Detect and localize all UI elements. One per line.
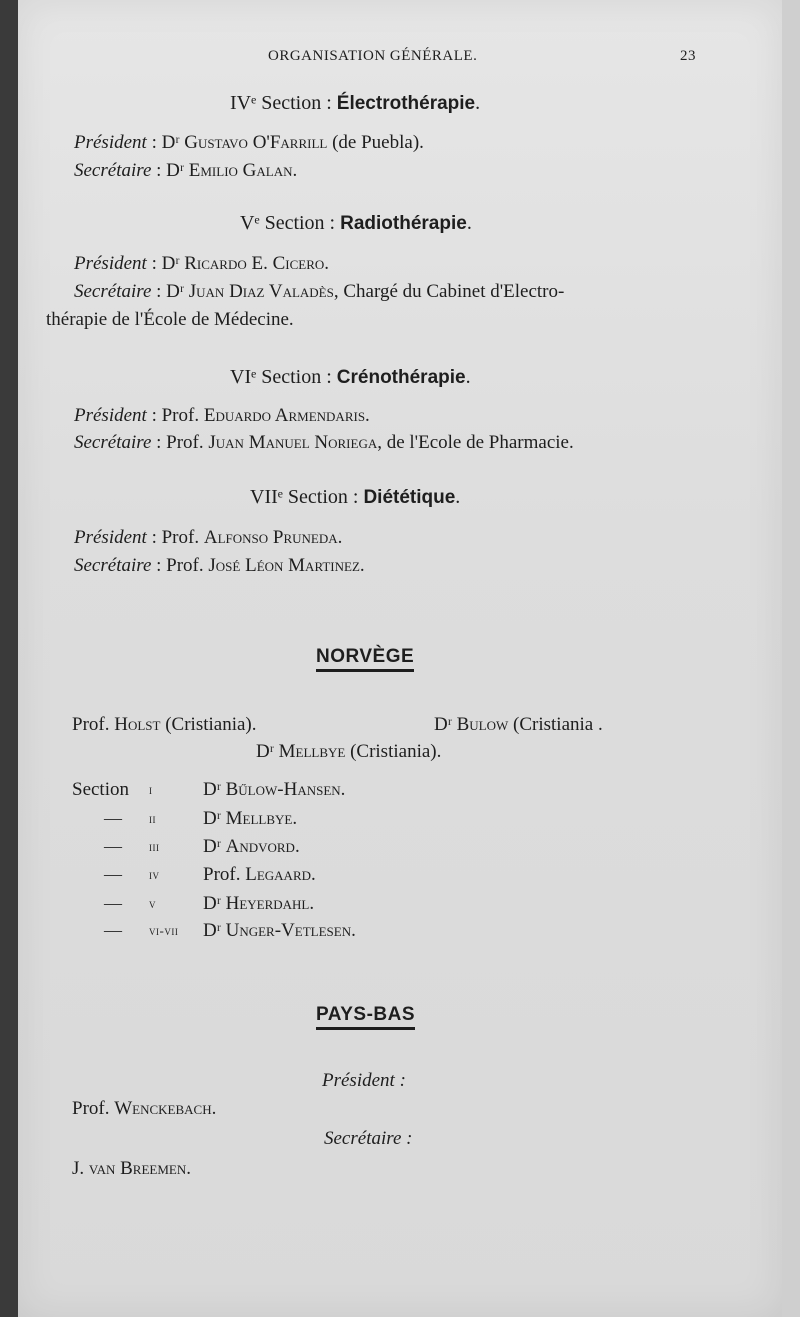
- person-title: Dʳ: [256, 741, 279, 762]
- role-label: Secrétaire: [74, 160, 152, 181]
- person-name: Wenckebach.: [114, 1098, 217, 1119]
- separator: :: [151, 432, 167, 453]
- person-title: Dʳ: [434, 714, 457, 735]
- person-affiliation: (Cristiania).: [345, 741, 442, 762]
- role-label: Président: [74, 253, 147, 274]
- person-title: Prof.: [161, 405, 204, 426]
- ditto-dash: —: [104, 836, 122, 856]
- person-name: Unger-Vetlesen.: [225, 920, 356, 941]
- person-title: Dʳ: [166, 281, 189, 302]
- ditto-dash: —: [104, 893, 122, 913]
- separator: :: [151, 281, 167, 302]
- secretaire-line: [74, 281, 564, 303]
- section-heading: [230, 92, 480, 115]
- section-member: [203, 808, 297, 830]
- role-label: Secrétaire: [74, 281, 152, 302]
- person-name: Bűlow-Hansen.: [225, 779, 346, 800]
- section-heading-suffix: .: [466, 212, 472, 234]
- person-title: Dʳ: [166, 160, 189, 181]
- separator: :: [146, 132, 162, 153]
- separator: :: [151, 160, 167, 181]
- member-line: [72, 714, 257, 736]
- person-title: Dʳ: [161, 253, 185, 274]
- person-name: Mellbye.: [225, 808, 298, 829]
- president-line: [74, 527, 342, 549]
- person-title: Prof.: [161, 527, 204, 548]
- person-title: Dʳ: [203, 836, 226, 857]
- person-name: Andvord.: [225, 836, 300, 857]
- separator: :: [151, 555, 167, 576]
- section-name: Crénothérapie: [336, 367, 466, 388]
- section-heading-suffix: .: [465, 366, 471, 388]
- person-name: Alfonso Pruneda.: [203, 527, 343, 548]
- person-title: Dʳ: [203, 808, 226, 829]
- person-affiliation: (de Puebla).: [327, 132, 424, 153]
- separator: :: [146, 253, 162, 274]
- section-name: Électrothérapie: [336, 93, 476, 114]
- secretaire-line: [74, 555, 365, 577]
- section-number: VIᵉ Section :: [230, 366, 337, 388]
- person-affiliation: , de l'Ecole de Pharmacie.: [377, 432, 574, 453]
- section-member: [203, 864, 316, 886]
- president-line: [72, 1098, 216, 1120]
- ditto-dash: —: [104, 920, 122, 940]
- person-name: Juan Manuel Noriega: [208, 432, 378, 453]
- ditto-dash: —: [104, 808, 122, 828]
- person-name: Bulow: [456, 714, 509, 735]
- section-heading-suffix: .: [455, 486, 461, 508]
- section-numeral: ii: [149, 811, 156, 826]
- running-header: ORGANISATION GÉNÉRALE.: [268, 48, 478, 64]
- section-list-label: Section: [72, 779, 129, 800]
- person-name: Mellbye: [278, 741, 346, 762]
- person-name: José Léon Martinez.: [208, 555, 365, 576]
- secretaire-line: [74, 160, 297, 182]
- ditto-dash: —: [104, 864, 122, 884]
- section-member: [203, 920, 356, 942]
- section-member: [203, 893, 314, 915]
- secretaire-line: [74, 432, 574, 454]
- person-affiliation: (Cristiania).: [160, 714, 257, 735]
- member-line: [256, 741, 441, 763]
- role-label: Président: [74, 405, 147, 426]
- person-title: Dʳ: [203, 893, 226, 914]
- president-line: [74, 405, 370, 427]
- section-numeral: i: [149, 782, 153, 797]
- role-label: Président: [74, 527, 147, 548]
- section-name: Diététique: [363, 487, 456, 508]
- role-label: Président: [74, 132, 147, 153]
- person-title: Dʳ: [203, 779, 226, 800]
- person-name: Juan Diaz Valadès: [188, 281, 334, 302]
- person-title: Prof.: [203, 864, 246, 885]
- president-label: Président :: [322, 1070, 406, 1091]
- separator: :: [146, 527, 162, 548]
- person-name: Legaard.: [245, 864, 316, 885]
- person-title: Prof.: [166, 432, 209, 453]
- section-number: VIIᵉ Section :: [250, 486, 364, 508]
- section-name: Radiothérapie: [340, 213, 467, 234]
- member-line: [434, 714, 603, 736]
- country-heading: PAYS-BAS: [316, 1004, 415, 1030]
- person-affiliation: (Cristiania .: [508, 714, 603, 735]
- role-label: Secrétaire: [74, 555, 152, 576]
- person-name: Emilio Galan.: [188, 160, 298, 181]
- president-line: [74, 132, 424, 154]
- role-label: Secrétaire: [74, 432, 152, 453]
- person-name: Holst: [114, 714, 161, 735]
- person-title: Dʳ: [161, 132, 185, 153]
- page-number: 23: [680, 48, 696, 64]
- person-affiliation: , Chargé du Cabinet d'Electro-: [333, 281, 565, 302]
- section-member: [203, 779, 345, 801]
- section-numeral: iii: [149, 839, 160, 854]
- person-title: Prof.: [72, 714, 115, 735]
- section-heading: [230, 366, 471, 389]
- section-heading-suffix: .: [475, 92, 481, 114]
- secretaire-line-continued: thérapie de l'École de Médecine.: [46, 309, 294, 330]
- section-numeral: iv: [149, 867, 160, 882]
- section-heading: [240, 212, 472, 235]
- president-line: [74, 253, 329, 275]
- secretaire-label: Secrétaire :: [324, 1128, 413, 1149]
- person-name: Heyerdahl.: [225, 893, 315, 914]
- person-title: Dʳ: [203, 920, 226, 941]
- person-name: Ricardo E. Cicero.: [184, 253, 330, 274]
- section-number: IVᵉ Section :: [230, 92, 337, 114]
- person-title: Prof.: [166, 555, 209, 576]
- secretaire-name: J. van Breemen.: [72, 1158, 191, 1179]
- section-number: Vᵉ Section :: [240, 212, 341, 234]
- section-heading: [250, 486, 460, 509]
- page-edge: [782, 0, 800, 1317]
- person-name: Eduardo Armendaris.: [203, 405, 370, 426]
- person-title: Prof.: [72, 1098, 115, 1119]
- person-name: Gustavo O'Farrill: [184, 132, 328, 153]
- section-numeral: v: [149, 896, 156, 911]
- section-numeral: vi-vii: [149, 923, 179, 938]
- section-member: [203, 836, 300, 858]
- country-heading: NORVÈGE: [316, 646, 414, 672]
- separator: :: [146, 405, 162, 426]
